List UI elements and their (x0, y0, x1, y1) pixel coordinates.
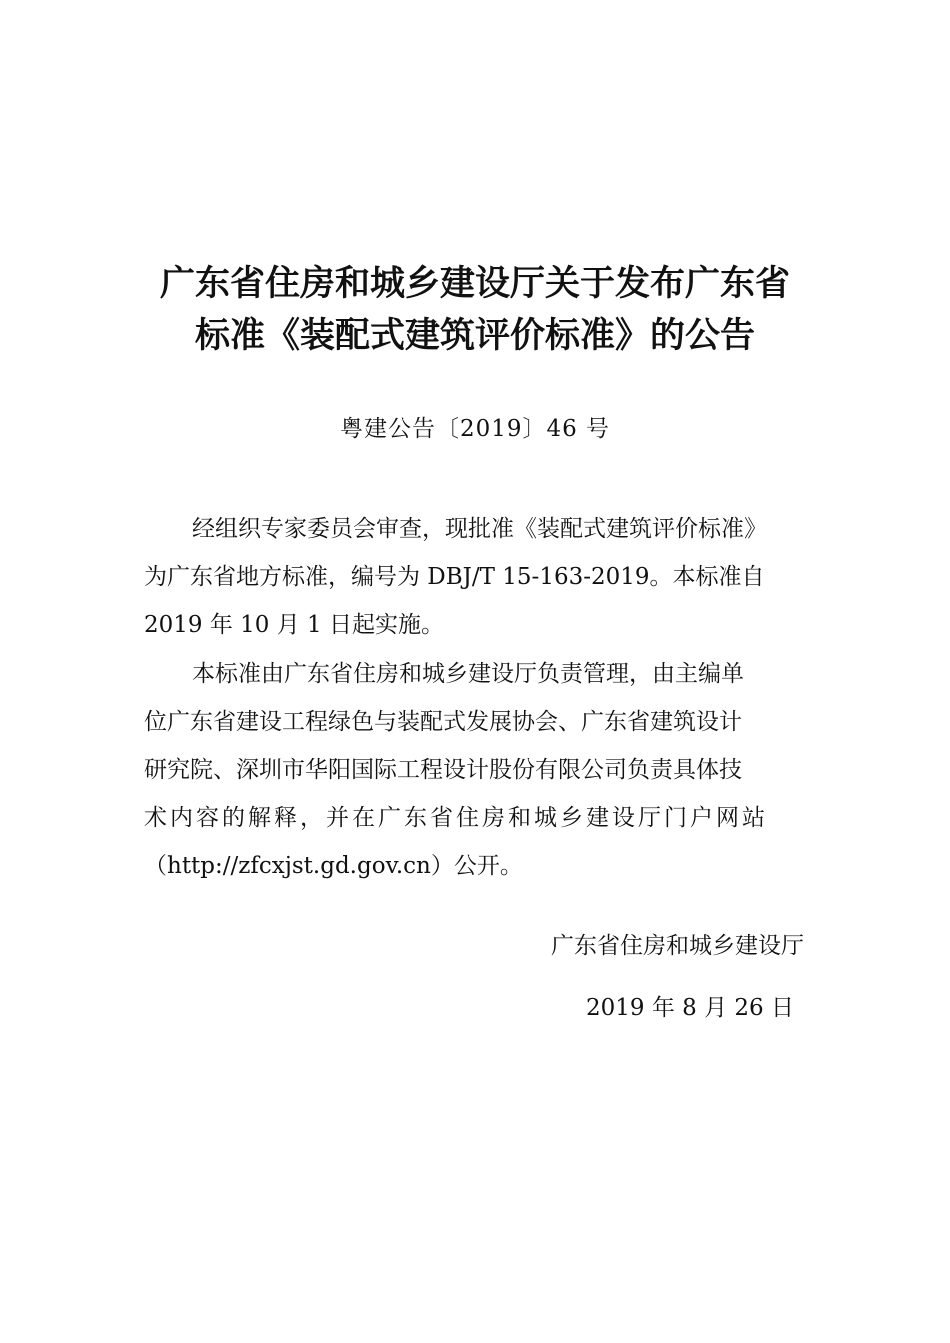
paragraph-line-text: 经组织专家委员会审查，现批准《装配式建筑评价标准》 (192, 516, 767, 542)
paragraph-line: 为广东省地方标准，编号为 DBJ/T 15-163-2019。本标准自 (144, 564, 765, 590)
paragraph-line: （http://zfcxjst.gd.gov.cn）公开。 (144, 853, 523, 879)
issue-date: 2019 年 8 月 26 日 (586, 995, 794, 1021)
paragraph-approval (144, 505, 808, 649)
issuer-signature: 广东省住房和城乡建设厅 (551, 933, 804, 959)
paragraph-line-text: 本标准由广东省住房和城乡建设厅负责管理，由主编单 (192, 661, 744, 687)
paragraph-line (144, 505, 808, 553)
paragraph-line: 位广东省建设工程绿色与装配式发展协会、广东省建筑设计 (144, 709, 742, 735)
title-line-2: 标准《装配式建筑评价标准》的公告 (194, 316, 755, 356)
document-number: 粤建公告〔2019〕46 号 (339, 416, 611, 442)
paragraph-line: 研究院、深圳市华阳国际工程设计股份有限公司负责具体技 (144, 757, 742, 783)
paragraph-management (144, 650, 808, 890)
paragraph-line: 2019 年 10 月 1 日起实施。 (144, 612, 444, 638)
document-title (0, 258, 950, 362)
paragraph-line (144, 650, 808, 698)
title-line-1: 广东省住房和城乡建设厅关于发布广东省 (159, 264, 790, 304)
paragraph-line: 术内容的解释，并在广东省住房和城乡建设厅门户网站 (144, 805, 768, 831)
